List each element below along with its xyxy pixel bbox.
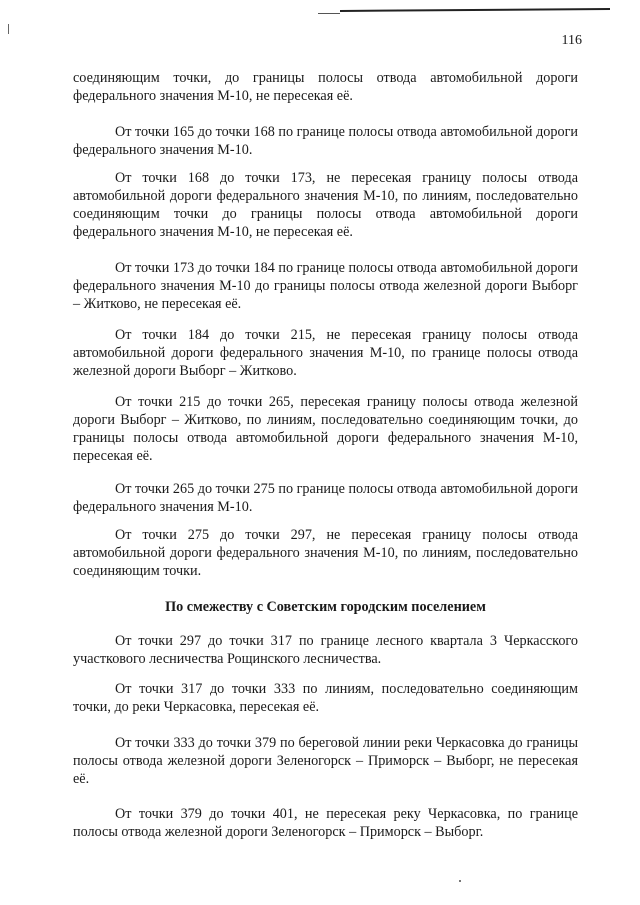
paragraph-165-168: От точки 165 до точки 168 по границе полосы отвода автомобильной дороги федерального значения М-10. <box>73 124 578 158</box>
scan-rule-long <box>340 8 610 12</box>
paragraph-173-184: От точки 173 до точки 184 по границе полосы отвода автомобильной дороги федерального значения М-10 до границы полосы отвода железной дороги Выборг – Житково, не пересекая её. <box>73 260 578 312</box>
paragraph-168-173: От точки 168 до точки 173, не пересекая границу полосы отвода автомобильной дороги федерального значения М-10, по линиям, последовательно соединяющим точки до границы полосы отвода автомобильной дороги федерального значения М-10, не пересекая её. <box>73 170 578 240</box>
paragraph-297-317: От точки 297 до точки 317 по границе лесного квартала 3 Черкасского участкового лесничества Рощинского лесничества. <box>73 633 578 667</box>
paragraph-333-379: От точки 333 до точки 379 по береговой линии реки Черкасовка до границы полосы отвода железной дороги Зеленогорск – Приморск – Выборг, не пересекая её. <box>73 735 578 787</box>
section-heading: По смежеству с Советским городским поселением <box>165 599 486 615</box>
paragraph-275-297: От точки 275 до точки 297, не пересекая границу полосы отвода автомобильной дороги федерального значения М-10, по линиям, последовательно соединяющим точки. <box>73 527 578 579</box>
scan-dot <box>459 880 461 882</box>
scan-mark <box>8 24 9 34</box>
paragraph-379-401: От точки 379 до точки 401, не пересекая реку Черкасовка, по границе полосы отвода железной дороги Зеленогорск – Приморск – Выборг. <box>73 806 578 840</box>
paragraph-317-333: От точки 317 до точки 333 по линиям, последовательно соединяющим точки, до реки Черкасовка, пересекая её. <box>73 681 578 715</box>
paragraph-continuation: соединяющим точки, до границы полосы отвода автомобильной дороги федерального значения М-10, не пересекая её. <box>73 70 578 104</box>
scan-rule-short <box>318 13 340 14</box>
paragraph-265-275: От точки 265 до точки 275 по границе полосы отвода автомобильной дороги федерального значения М-10. <box>73 481 578 515</box>
page-number: 116 <box>561 33 582 48</box>
paragraph-184-215: От точки 184 до точки 215, не пересекая границу полосы отвода автомобильной дороги федерального значения М-10, по границе полосы отвода железной дороги Выборг – Житково. <box>73 327 578 379</box>
paragraph-215-265: От точки 215 до точки 265, пересекая границу полосы отвода железной дороги Выборг – Житково, по линиям, последовательно соединяющим точки, до границы полосы отвода автомобильной дороги федерального значения М-10, пересекая её. <box>73 394 578 464</box>
